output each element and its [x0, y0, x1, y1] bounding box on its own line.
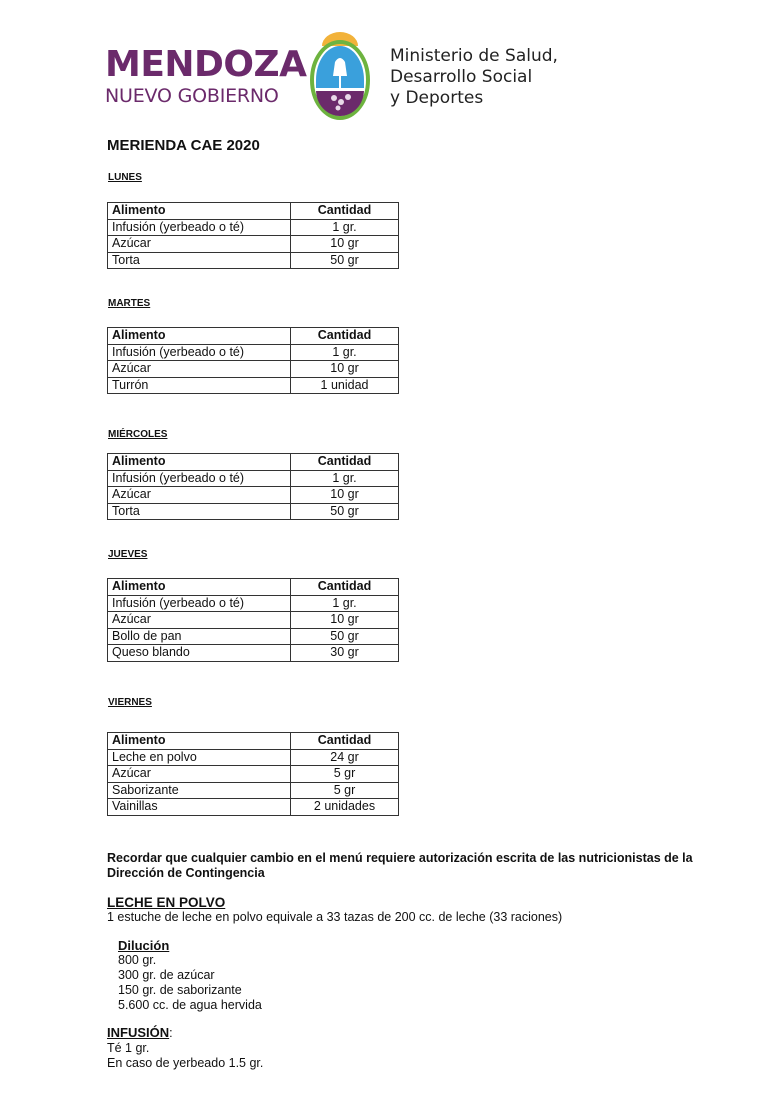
table-row	[108, 344, 399, 361]
table-row	[108, 487, 399, 504]
table-row	[108, 595, 399, 612]
ministry-name	[390, 46, 558, 109]
food-cell: Azúcar	[108, 612, 291, 629]
header-food: Alimento	[108, 203, 291, 220]
food-cell: Turrón	[108, 377, 291, 394]
ministry-line: Ministerio de Salud,	[390, 46, 558, 66]
ministry-line: Desarrollo Social	[390, 67, 533, 87]
qty-cell: 5 gr	[291, 766, 399, 783]
dilucion-section	[118, 938, 262, 1013]
header-qty: Cantidad	[291, 579, 399, 596]
food-cell: Azúcar	[108, 487, 291, 504]
day-label: VIERNES	[108, 697, 152, 708]
table-header-row	[108, 203, 399, 220]
leche-heading: LECHE EN POLVO	[107, 895, 226, 910]
table-row	[108, 628, 399, 645]
qty-cell: 1 gr.	[291, 470, 399, 487]
dilucion-heading: Dilución	[118, 938, 170, 953]
qty-cell: 50 gr	[291, 503, 399, 520]
food-cell: Infusión (yerbeado o té)	[108, 470, 291, 487]
header-food: Alimento	[108, 579, 291, 596]
menu-table	[107, 578, 399, 662]
food-cell: Saborizante	[108, 782, 291, 799]
table-row	[108, 503, 399, 520]
food-cell: Leche en polvo	[108, 749, 291, 766]
header-food: Alimento	[108, 733, 291, 750]
menu-table	[107, 327, 399, 394]
food-cell: Infusión (yerbeado o té)	[108, 344, 291, 361]
day-label: MARTES	[108, 298, 151, 309]
table-header-row	[108, 328, 399, 345]
brand-sub: NUEVO GOBIERNO	[105, 85, 279, 107]
mendoza-logo	[105, 46, 307, 108]
food-cell: Infusión (yerbeado o té)	[108, 595, 291, 612]
table-row	[108, 470, 399, 487]
qty-cell: 10 gr	[291, 361, 399, 378]
day-label: JUEVES	[108, 549, 148, 560]
table-row	[108, 749, 399, 766]
infusion-section	[107, 1025, 263, 1071]
qty-cell: 50 gr	[291, 252, 399, 269]
table-header-row	[108, 579, 399, 596]
food-cell: Infusión (yerbeado o té)	[108, 219, 291, 236]
qty-cell: 1 gr.	[291, 595, 399, 612]
header-food: Alimento	[108, 454, 291, 471]
table-row	[108, 219, 399, 236]
table-row	[108, 236, 399, 253]
ministry-line: y Deportes	[390, 88, 484, 108]
infusion-heading: INFUSIÓN	[107, 1025, 170, 1040]
food-cell: Queso blando	[108, 645, 291, 662]
infusion-colon: :	[169, 1026, 173, 1040]
dilucion-line: 800 gr.	[118, 953, 157, 967]
authorization-note: Recordar que cualquier cambio en el menú requiere autorización escrita de las nutricionistas de la Dirección de Contingencia	[107, 851, 693, 880]
food-cell: Torta	[108, 252, 291, 269]
infusion-line: Té 1 gr.	[107, 1041, 150, 1055]
qty-cell: 2 unidades	[291, 799, 399, 816]
food-cell: Bollo de pan	[108, 628, 291, 645]
menu-table	[107, 202, 399, 269]
header-qty: Cantidad	[291, 733, 399, 750]
table-row	[108, 361, 399, 378]
table-row	[108, 252, 399, 269]
table-row	[108, 766, 399, 783]
table-row	[108, 645, 399, 662]
menu-table	[107, 732, 399, 816]
header-food: Alimento	[108, 328, 291, 345]
food-cell: Vainillas	[108, 799, 291, 816]
food-cell: Azúcar	[108, 236, 291, 253]
leche-text: 1 estuche de leche en polvo equivale a 33 tazas de 200 cc. de leche (33 raciones)	[107, 910, 563, 924]
qty-cell: 1 unidad	[291, 377, 399, 394]
dilucion-line: 150 gr. de saborizante	[118, 983, 242, 997]
page-title: MERIENDA CAE 2020	[107, 137, 260, 154]
qty-cell: 10 gr	[291, 236, 399, 253]
infusion-line: En caso de yerbeado 1.5 gr.	[107, 1056, 264, 1070]
food-cell: Azúcar	[108, 361, 291, 378]
table-row	[108, 377, 399, 394]
food-cell: Torta	[108, 503, 291, 520]
qty-cell: 5 gr	[291, 782, 399, 799]
table-header-row	[108, 454, 399, 471]
table-row	[108, 612, 399, 629]
qty-cell: 30 gr	[291, 645, 399, 662]
menu-table	[107, 453, 399, 520]
table-row	[108, 782, 399, 799]
qty-cell: 24 gr	[291, 749, 399, 766]
food-cell: Azúcar	[108, 766, 291, 783]
dilucion-line: 300 gr. de azúcar	[118, 968, 215, 982]
qty-cell: 10 gr	[291, 487, 399, 504]
dilucion-line: 5.600 cc. de agua hervida	[118, 998, 262, 1012]
qty-cell: 10 gr	[291, 612, 399, 629]
day-label: MIÉRCOLES	[108, 429, 168, 440]
document-header	[105, 30, 565, 125]
qty-cell: 50 gr	[291, 628, 399, 645]
header-qty: Cantidad	[291, 454, 399, 471]
header-qty: Cantidad	[291, 203, 399, 220]
table-header-row	[108, 733, 399, 750]
qty-cell: 1 gr.	[291, 219, 399, 236]
brand-main: MENDOZA	[105, 44, 307, 85]
coat-of-arms-icon	[308, 32, 372, 122]
qty-cell: 1 gr.	[291, 344, 399, 361]
table-row	[108, 799, 399, 816]
leche-section	[107, 895, 562, 925]
day-label: LUNES	[108, 172, 142, 183]
header-qty: Cantidad	[291, 328, 399, 345]
